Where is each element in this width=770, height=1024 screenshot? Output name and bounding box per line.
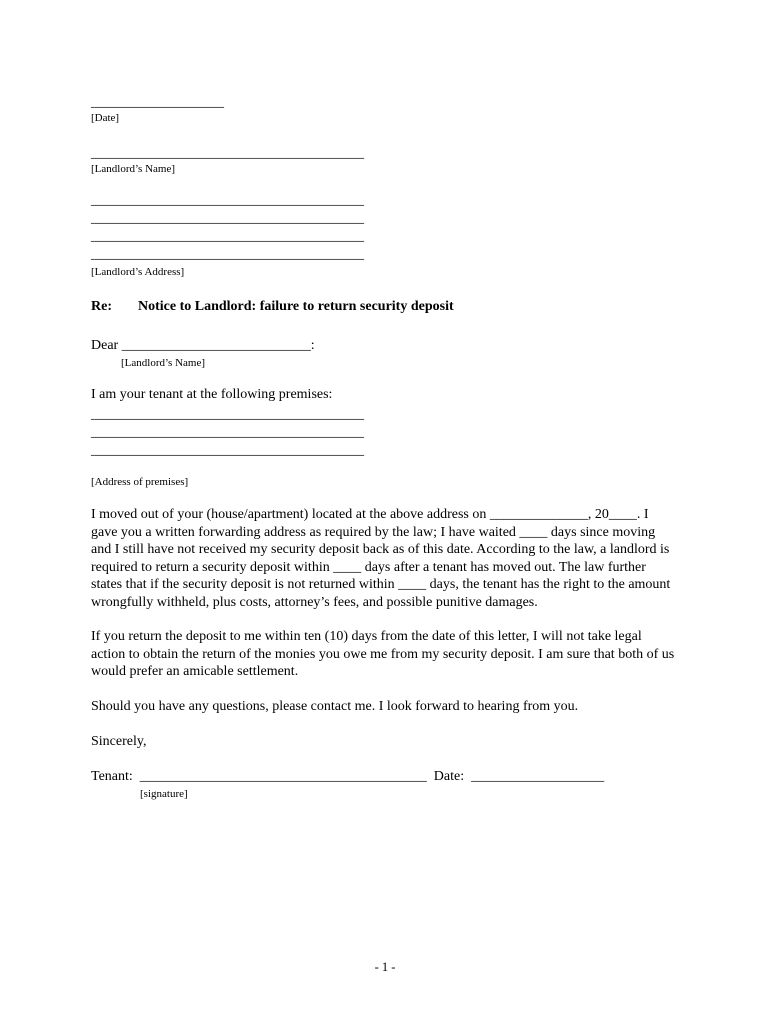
date-label-inline: Date: xyxy=(433,769,465,784)
premises-blank-line: _______________________________________ xyxy=(91,425,364,440)
page-number: - 1 - xyxy=(374,960,396,974)
landlord-name-blank-line: _______________________________________ xyxy=(91,146,364,161)
signature-date-blank-line: ___________________ xyxy=(471,769,605,784)
premises-intro: I am your tenant at the following premises: xyxy=(91,387,333,402)
subject-prefix: Re: xyxy=(91,299,112,314)
date-label: [Date] xyxy=(91,112,120,124)
landlord-name-label: [Landlord’s Name] xyxy=(91,163,175,175)
body-paragraph-3: Should you have any questions, please contact me. I look forward to hearing from you. xyxy=(91,698,579,714)
premises-address-label: [Address of premises] xyxy=(91,476,189,488)
signature-label: [signature] xyxy=(140,788,188,800)
tenant-label: Tenant: xyxy=(91,769,133,784)
closing-sincerely: Sincerely, xyxy=(91,734,147,749)
premises-blank-line: _______________________________________ xyxy=(91,443,364,458)
premises-address-block xyxy=(91,406,678,489)
landlord-address-blank-line: _______________________________________ xyxy=(91,211,364,226)
landlord-address-blank-line: _______________________________________ xyxy=(91,229,364,244)
signature-row xyxy=(91,768,678,786)
tenant-signature-blank-line: _________________________________________ xyxy=(139,769,427,784)
body-paragraph-1: I moved out of your (house/apartment) located at the above address on ______________, 20____. I gave you a written forwarding address as required by the law; I have waited ____ days since moving and I still have not received my security deposit back as of this date. According to the law, a landlord is required to return a security deposit within ____ days after a tenant has moved out. The law further states that if the security deposit is not returned within ____ days, the tenant has the right to the amount wrongfully withheld, plus costs, attorney’s fees, and possible punitive damages. xyxy=(91,507,671,610)
subject-line xyxy=(91,298,678,316)
landlord-address-blank-line: _______________________________________ xyxy=(91,193,364,208)
salutation-landlord-name-label: [Landlord’s Name] xyxy=(121,357,205,369)
subject-text: Notice to Landlord: failure to return security deposit xyxy=(138,299,454,314)
landlord-address-blank-line: _______________________________________ xyxy=(91,247,364,262)
salutation-line: Dear ___________________________: xyxy=(91,338,315,353)
landlord-address-label: [Landlord’s Address] xyxy=(91,266,185,278)
premises-blank-line: _______________________________________ xyxy=(91,407,364,422)
date-blank-line: ___________________ xyxy=(91,95,224,110)
body-paragraph-2: If you return the deposit to me within ten (10) days from the date of this letter, I will not take legal action to obtain the return of the monies you owe me from my security deposit. I am sure that both of us would prefer an amicable settlement. xyxy=(91,629,675,679)
landlord-address-block xyxy=(91,192,678,279)
